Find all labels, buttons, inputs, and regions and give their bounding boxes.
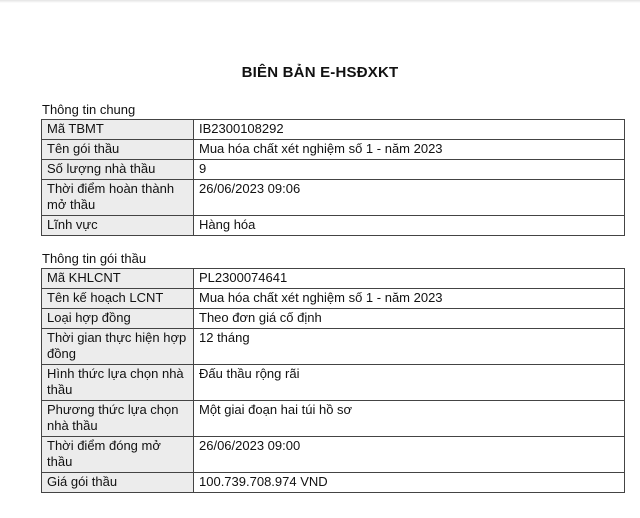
row-value: 12 tháng: [194, 329, 625, 365]
table-row: [42, 120, 625, 140]
row-key: Phương thức lựa chọn nhà thầu: [42, 401, 194, 437]
row-value: Mua hóa chất xét nghiệm số 1 - năm 2023: [194, 140, 625, 160]
package-info-table: [41, 268, 625, 493]
row-value: Một giai đoạn hai túi hồ sơ: [194, 401, 625, 437]
table-row: [42, 160, 625, 180]
table-row: [42, 269, 625, 289]
row-value: Hàng hóa: [194, 216, 625, 236]
section-label-general: Thông tin chung: [42, 102, 136, 117]
table-row: [42, 216, 625, 236]
table-row: [42, 473, 625, 493]
general-info-table: [41, 119, 625, 236]
section-label-package: Thông tin gói thầu: [42, 251, 147, 266]
row-key: Giá gói thầu: [42, 473, 194, 493]
row-key: Thời gian thực hiện hợp đồng: [42, 329, 194, 365]
row-key: Thời điểm hoàn thành mở thầu: [42, 180, 194, 216]
row-value: Mua hóa chất xét nghiệm số 1 - năm 2023: [194, 289, 625, 309]
row-value: PL2300074641: [194, 269, 625, 289]
row-key: Hình thức lựa chọn nhà thầu: [42, 365, 194, 401]
table-row: [42, 329, 625, 365]
row-value: Theo đơn giá cố định: [194, 309, 625, 329]
document-title: BIÊN BẢN E-HSĐXKT: [241, 64, 399, 81]
table-row: [42, 309, 625, 329]
row-value: Đấu thầu rộng rãi: [194, 365, 625, 401]
row-key: Lĩnh vực: [42, 216, 194, 236]
row-key: Thời điểm đóng mở thầu: [42, 437, 194, 473]
row-key: Tên gói thầu: [42, 140, 194, 160]
table-row: [42, 140, 625, 160]
row-key: Mã KHLCNT: [42, 269, 194, 289]
row-value: 100.739.708.974 VND: [194, 473, 625, 493]
row-value: IB2300108292: [194, 120, 625, 140]
page-top-edge: [0, 0, 640, 3]
row-key: Loại hợp đồng: [42, 309, 194, 329]
table-row: [42, 289, 625, 309]
row-value: 26/06/2023 09:06: [194, 180, 625, 216]
row-value: 26/06/2023 09:00: [194, 437, 625, 473]
table-row: [42, 401, 625, 437]
row-key: Mã TBMT: [42, 120, 194, 140]
table-row: [42, 437, 625, 473]
row-key: Số lượng nhà thầu: [42, 160, 194, 180]
row-key: Tên kế hoạch LCNT: [42, 289, 194, 309]
row-value: 9: [194, 160, 625, 180]
table-row: [42, 180, 625, 216]
table-row: [42, 365, 625, 401]
